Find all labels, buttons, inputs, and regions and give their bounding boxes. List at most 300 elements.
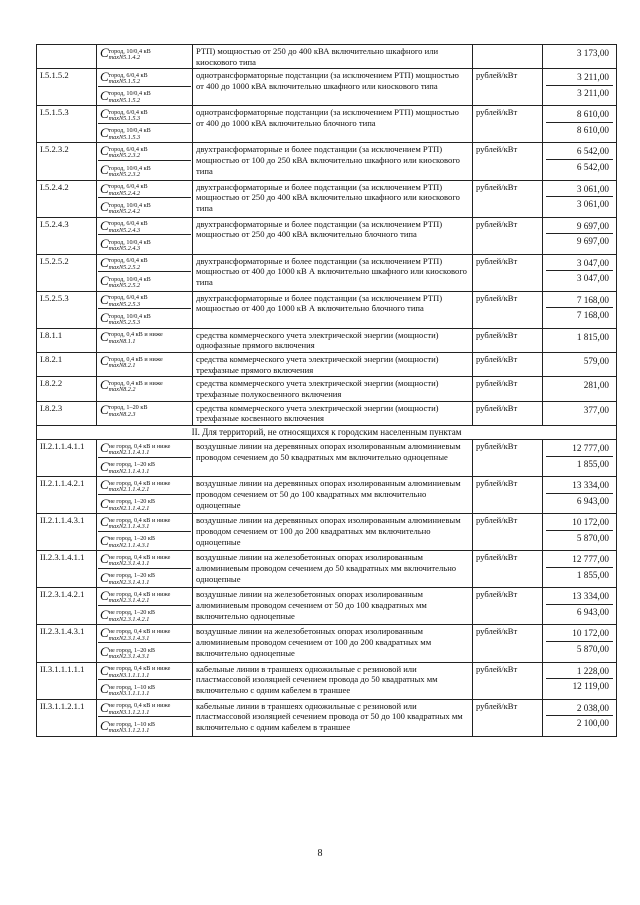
symbol-subscript: maxN8.2.1 [108, 362, 136, 370]
row-unit: рублей/кВт [473, 514, 543, 551]
symbol-subscript: maxN2.3.1.4.1.1 [108, 578, 150, 586]
symbol-superscript: город, 0,4 кВ и ниже [108, 379, 163, 387]
table-row [37, 353, 617, 377]
rate-value: 3 061,00 [546, 196, 613, 211]
symbol-letter: C [100, 569, 109, 585]
symbol-letter: C [100, 477, 109, 493]
row-values [543, 551, 617, 588]
symbol-letter: C [100, 588, 109, 604]
row-code: I.8.2.3 [37, 401, 97, 425]
symbol-superscript: город, 6/0,4 кВ [108, 257, 148, 265]
rate-symbol [98, 642, 191, 661]
row-values [543, 353, 617, 377]
table-row [37, 440, 617, 477]
symbol-letter: C [100, 440, 109, 456]
row-code: I.5.2.4.2 [37, 180, 97, 217]
row-unit: рублей/кВт [473, 353, 543, 377]
rate-symbol [98, 568, 191, 587]
symbol-subscript: maxN5.1.5.2 [108, 78, 141, 86]
symbol-letter: C [100, 699, 109, 715]
row-code: I.5.2.5.2 [37, 254, 97, 291]
rate-value: 579,00 [583, 356, 609, 367]
rate-value: 5 870,00 [546, 530, 613, 545]
row-values [543, 377, 617, 401]
rate-symbol [100, 701, 189, 717]
symbol-subscript: maxN3.1.1.1.1.1 [108, 671, 150, 679]
symbol-superscript: город, 10/0,4 кВ [108, 201, 151, 209]
symbol-superscript: не город, 0,4 кВ и ниже [108, 628, 171, 635]
symbol-subscript: maxN2.1.1.4.1.1 [108, 449, 150, 457]
symbol-superscript: не город, 1–20 кВ [108, 572, 156, 580]
rate-value: 9 697,00 [576, 220, 609, 231]
symbol-superscript: не город, 1–20 кВ [108, 646, 156, 654]
symbol-letter: C [100, 458, 109, 474]
symbol-letter: C [100, 353, 109, 369]
row-description: однотрансформаторные подстанции (за исключением РТП) мощностью от 400 до 1000 кВА включительно шкафного или киоскового типа [193, 69, 473, 106]
symbol-subscript: maxN8.1.1 [108, 337, 136, 345]
rate-symbol [98, 494, 191, 513]
row-code: I.8.1.1 [37, 328, 97, 352]
table-row [37, 291, 617, 328]
rate-symbol-cell [97, 69, 193, 106]
rate-symbol [100, 552, 189, 568]
symbol-subscript: maxN3.1.1.2.1.1 [108, 708, 150, 716]
symbol-superscript: город, 10/0,4 кВ [108, 275, 151, 283]
rate-value: 8 610,00 [546, 122, 613, 137]
symbol-letter: C [100, 273, 109, 289]
symbol-subscript: maxN2.1.1.4.3.1 [108, 541, 150, 549]
row-unit [473, 45, 543, 69]
rate-symbol-cell [97, 625, 193, 662]
rate-value: 6 943,00 [546, 493, 613, 508]
rate-symbol-cell [97, 106, 193, 143]
rate-symbol [98, 86, 191, 105]
row-values [543, 440, 617, 477]
rate-symbol [100, 441, 189, 457]
symbol-letter: C [100, 87, 109, 103]
symbol-subscript: maxN8.2.3 [108, 410, 136, 418]
symbol-letter: C [100, 199, 109, 215]
rate-value: 12 777,00 [572, 443, 609, 454]
row-unit: рублей/кВт [473, 291, 543, 328]
symbol-letter: C [100, 401, 109, 417]
row-unit: рублей/кВт [473, 328, 543, 352]
table-row [37, 477, 617, 514]
symbol-superscript: город, 10/0,4 кВ [108, 127, 151, 135]
symbol-superscript: город, 10/0,4 кВ [108, 90, 151, 98]
row-unit: рублей/кВт [473, 69, 543, 106]
symbol-superscript: город, 0,4 кВ и ниже [108, 355, 163, 363]
symbol-letter: C [100, 644, 109, 659]
table-row [37, 106, 617, 143]
rate-symbol-cell [97, 588, 193, 625]
tariff-table-body [37, 45, 617, 737]
row-code [37, 45, 97, 69]
rate-value: 3 061,00 [576, 183, 609, 194]
symbol-superscript: не город, 0,4 кВ и ниже [108, 516, 171, 524]
row-description: средства коммерческого учета электрической энергии (мощности) трехфазные полукосвенного включения [193, 377, 473, 401]
table-row [37, 180, 617, 217]
symbol-superscript: не город, 1–20 кВ [108, 609, 156, 617]
symbol-superscript: не город, 0,4 кВ и ниже [108, 479, 171, 487]
row-values [543, 514, 617, 551]
symbol-letter: C [100, 495, 109, 511]
row-values [543, 180, 617, 217]
row-values [543, 699, 617, 736]
row-unit: рублей/кВт [473, 254, 543, 291]
row-description: однотрансформаторные подстанции (за исключением РТП) мощностью от 400 до 1000 кВА включительно блочного типа [193, 106, 473, 143]
symbol-letter: C [100, 532, 109, 548]
symbol-subscript: maxN2.3.1.4.2.1 [108, 597, 150, 605]
row-values [543, 217, 617, 254]
rate-value: 13 334,00 [572, 480, 609, 491]
rate-symbol-cell [97, 328, 193, 352]
rate-value: 12 119,00 [546, 678, 613, 693]
page-number: 8 [317, 848, 323, 859]
rate-symbol-cell [97, 477, 193, 514]
symbol-letter: C [100, 180, 109, 196]
rate-symbol [98, 160, 191, 179]
table-row [37, 401, 617, 425]
table-row [37, 625, 617, 662]
rate-value: 6 943,00 [546, 604, 613, 619]
rate-value: 281,00 [583, 380, 609, 391]
row-unit: рублей/кВт [473, 180, 543, 217]
symbol-subscript: maxN5.2.3.2 [108, 171, 141, 178]
rate-value: 5 870,00 [546, 641, 613, 656]
row-values [543, 401, 617, 425]
rate-symbol [98, 197, 191, 216]
rate-value: 3 211,00 [546, 85, 613, 100]
symbol-subscript: maxN5.2.4.3 [108, 226, 141, 234]
symbol-subscript: maxN5.2.5.3 [108, 300, 141, 308]
symbol-letter: C [100, 625, 109, 641]
row-code: I.8.2.1 [37, 353, 97, 377]
symbol-subscript: maxN3.1.1.1.1.1 [108, 690, 150, 698]
rate-symbol [98, 531, 191, 550]
rate-symbol-cell [97, 401, 193, 425]
row-code: I.5.2.5.3 [37, 291, 97, 328]
symbol-superscript: не город, 0,4 кВ и ниже [108, 442, 171, 450]
rate-symbol [100, 354, 189, 370]
rate-symbol-cell [97, 45, 193, 69]
row-code: I.8.2.2 [37, 377, 97, 401]
symbol-subscript: maxN5.2.5.2 [108, 263, 141, 271]
symbol-letter: C [100, 606, 109, 622]
rate-value: 1 855,00 [546, 567, 613, 582]
symbol-superscript: не город, 0,4 кВ и ниже [108, 702, 171, 710]
row-values [543, 45, 617, 69]
rate-symbol [100, 626, 189, 642]
symbol-superscript: не город, 1–10 кВ [108, 720, 156, 728]
rate-value: 6 542,00 [576, 146, 609, 157]
rate-symbol [100, 515, 189, 531]
rate-symbol [100, 256, 189, 272]
row-description: двухтрансформаторные и более подстанции (за исключением РТП) мощностью от 250 до 400 кВА включительно шкафного или киоскового типа [193, 180, 473, 217]
symbol-superscript: город, 0,4 кВ и ниже [108, 331, 163, 339]
row-unit: рублей/кВт [473, 662, 543, 699]
table-row [37, 217, 617, 254]
rate-value: 8 610,00 [576, 109, 609, 120]
symbol-subscript: maxN5.1.4.2 [108, 54, 141, 62]
symbol-superscript: город, 1–20 кВ [108, 404, 148, 412]
row-values [543, 291, 617, 328]
symbol-superscript: город, 6/0,4 кВ [108, 145, 148, 153]
row-code: II.3.1.1.2.1.1 [37, 699, 97, 736]
symbol-subscript: maxN5.2.3.2 [108, 152, 141, 160]
row-description: РТП) мощностью от 250 до 400 кВА включительно шкафного или киоскового типа [193, 45, 473, 69]
symbol-letter: C [100, 45, 109, 60]
rate-value: 7 168,00 [576, 294, 609, 305]
table-row [37, 254, 617, 291]
row-unit: рублей/кВт [473, 401, 543, 425]
rate-symbol [100, 589, 189, 605]
row-values [543, 662, 617, 699]
row-description: воздушные линии на деревянных опорах изолированным алюминиевым проводом сечением от 100 до 200 квадратных мм включительно одноцепные [193, 514, 473, 551]
rate-value: 2 100,00 [546, 715, 613, 730]
rate-value: 6 542,00 [546, 159, 613, 174]
symbol-letter: C [100, 310, 109, 326]
row-unit: рублей/кВт [473, 377, 543, 401]
rate-symbol [100, 219, 189, 235]
row-unit: рублей/кВт [473, 588, 543, 625]
row-unit: рублей/кВт [473, 106, 543, 143]
symbol-superscript: город, 10/0,4 кВ [108, 238, 151, 246]
row-unit: рублей/кВт [473, 143, 543, 180]
table-row [37, 514, 617, 551]
table-row [37, 699, 617, 736]
symbol-superscript: город, 6/0,4 кВ [108, 220, 148, 228]
rate-value: 1 228,00 [576, 665, 609, 676]
table-row [37, 588, 617, 625]
rate-symbol [98, 123, 191, 142]
row-description: двухтрансформаторные и более подстанции (за исключением РТП) мощностью от 250 до 400 кВА включительно блочного типа [193, 217, 473, 254]
rate-symbol [100, 144, 189, 160]
rate-symbol [98, 234, 191, 253]
rate-value: 3 047,00 [546, 270, 613, 285]
row-code: I.5.1.5.3 [37, 106, 97, 143]
table-row [37, 143, 617, 180]
symbol-superscript: город, 10/0,4 кВ [108, 312, 151, 320]
symbol-letter: C [100, 161, 109, 177]
rate-value: 13 334,00 [572, 591, 609, 602]
rate-value: 3 047,00 [576, 257, 609, 268]
rate-symbol [98, 716, 191, 735]
symbol-subscript: maxN2.1.1.4.3.1 [108, 523, 150, 531]
rate-symbol [100, 478, 189, 494]
symbol-superscript: город, 6/0,4 кВ [108, 108, 148, 116]
rate-symbol-cell [97, 551, 193, 588]
symbol-letter: C [100, 551, 109, 567]
rate-symbol [98, 308, 191, 327]
symbol-subscript: maxN5.2.5.3 [108, 319, 141, 327]
symbol-letter: C [100, 236, 109, 252]
rate-symbol [98, 679, 191, 698]
row-unit: рублей/кВт [473, 625, 543, 662]
symbol-letter: C [100, 143, 109, 159]
row-description: воздушные линии на железобетонных опорах изолированным алюминиевым проводом сечением от 50 до 100 квадратных мм включительно одноцепные [193, 588, 473, 625]
table-row [37, 377, 617, 401]
rate-symbol [100, 664, 189, 680]
rate-value: 2 038,00 [576, 702, 609, 713]
row-unit: рублей/кВт [473, 551, 543, 588]
row-unit: рублей/кВт [473, 477, 543, 514]
row-code: II.2.3.1.4.1.1 [37, 551, 97, 588]
symbol-letter: C [100, 254, 109, 270]
row-description: средства коммерческого учета электрической энергии (мощности) однофазные прямого включения [193, 328, 473, 352]
symbol-letter: C [100, 291, 109, 307]
symbol-subscript: maxN2.3.1.4.1.1 [108, 560, 150, 568]
symbol-superscript: не город, 0,4 кВ и ниже [108, 590, 171, 598]
symbol-subscript: maxN2.3.1.4.2.1 [108, 615, 150, 623]
row-code: II.2.3.1.4.3.1 [37, 625, 97, 662]
symbol-superscript: город, 10/0,4 кВ [108, 164, 151, 172]
table-row [37, 551, 617, 588]
symbol-subscript: maxN3.1.1.2.1.1 [108, 727, 150, 735]
symbol-letter: C [100, 514, 109, 530]
row-unit: рублей/кВт [473, 440, 543, 477]
rate-symbol [98, 457, 191, 476]
row-values [543, 588, 617, 625]
symbol-letter: C [100, 328, 109, 344]
row-description: двухтрансформаторные и более подстанции (за исключением РТП) мощностью от 400 до 1000 кВ А включительно блочного типа [193, 291, 473, 328]
rate-value: 1 815,00 [576, 331, 609, 342]
rate-symbol [100, 403, 189, 419]
table-row [37, 662, 617, 699]
row-code: II.2.1.1.4.2.1 [37, 477, 97, 514]
symbol-subscript: maxN2.1.1.4.2.1 [108, 486, 150, 494]
row-description: двухтрансформаторные и более подстанции (за исключением РТП) мощностью от 100 до 250 кВА включительно шкафного или киоскового типа [193, 143, 473, 180]
rate-symbol-cell [97, 217, 193, 254]
row-code: II.2.1.1.4.1.1 [37, 440, 97, 477]
rate-symbol [98, 605, 191, 624]
rate-symbol-cell [97, 377, 193, 401]
symbol-superscript: не город, 1–20 кВ [108, 498, 156, 506]
symbol-letter: C [100, 718, 109, 734]
row-code: I.5.2.3.2 [37, 143, 97, 180]
symbol-letter: C [100, 106, 109, 122]
symbol-subscript: maxN5.2.5.2 [108, 282, 141, 290]
rate-symbol-cell [97, 291, 193, 328]
rate-symbol-cell [97, 254, 193, 291]
rate-value: 7 168,00 [546, 307, 613, 322]
row-description: кабельные линии в траншеях одножильные с резиновой или пластмассовой изоляцией сечением провода до 50 квадратных мм включительно с одним кабелем в траншее [193, 662, 473, 699]
symbol-subscript: maxN2.3.1.4.3.1 [108, 653, 150, 661]
table-row [37, 45, 617, 69]
section-header-row [37, 426, 617, 440]
row-values [543, 254, 617, 291]
rate-symbol [100, 107, 189, 123]
rate-value: 12 777,00 [572, 554, 609, 565]
symbol-letter: C [100, 69, 109, 85]
symbol-letter: C [100, 377, 109, 393]
tariff-table [36, 44, 617, 737]
rate-value: 1 855,00 [546, 456, 613, 471]
row-description: воздушные линии на деревянных опорах изолированным алюминиевым проводом сечением от 50 до 100 квадратных мм включительно одноцепные [193, 477, 473, 514]
rate-symbol-cell [97, 180, 193, 217]
symbol-subscript: maxN8.2.2 [108, 386, 136, 394]
symbol-letter: C [100, 217, 109, 233]
symbol-subscript: maxN5.2.4.3 [108, 245, 141, 253]
rate-symbol-cell [97, 514, 193, 551]
row-values [543, 143, 617, 180]
rate-symbol-cell [97, 662, 193, 699]
symbol-superscript: не город, 0,4 кВ и ниже [108, 665, 171, 673]
rate-symbol-cell [97, 143, 193, 180]
row-code: II.2.3.1.4.2.1 [37, 588, 97, 625]
row-unit: рублей/кВт [473, 217, 543, 254]
rate-value: 10 172,00 [572, 517, 609, 528]
table-row [37, 328, 617, 352]
rate-symbol [100, 46, 189, 62]
rate-symbol [100, 182, 189, 198]
row-code: I.5.2.4.3 [37, 217, 97, 254]
symbol-superscript: город, 10/0,4 кВ [108, 47, 151, 55]
row-description: средства коммерческого учета электрической энергии (мощности) трехфазные прямого включения [193, 353, 473, 377]
symbol-letter: C [100, 662, 109, 678]
symbol-superscript: не город, 0,4 кВ и ниже [108, 553, 171, 561]
symbol-subscript: maxN5.2.4.2 [108, 189, 141, 197]
symbol-letter: C [100, 124, 109, 140]
symbol-superscript: город, 6/0,4 кВ [108, 294, 148, 302]
rate-symbol [98, 271, 191, 290]
symbol-superscript: не город, 1–10 кВ [108, 683, 156, 691]
section-title: II. Для территорий, не относящихся к городским населенным пунктам [37, 426, 617, 440]
rate-symbol [100, 293, 189, 309]
rate-value: 9 697,00 [546, 233, 613, 248]
symbol-subscript: maxN2.1.1.4.2.1 [108, 504, 150, 512]
row-unit: рублей/кВт [473, 699, 543, 736]
symbol-subscript: maxN5.1.5.3 [108, 133, 141, 141]
rate-symbol [100, 378, 189, 394]
row-values [543, 625, 617, 662]
symbol-superscript: город, 6/0,4 кВ [108, 71, 148, 79]
symbol-subscript: maxN5.1.5.3 [108, 115, 141, 123]
symbol-superscript: не город, 1–20 кВ [108, 535, 156, 543]
row-code: II.3.1.1.1.1.1 [37, 662, 97, 699]
rate-symbol [100, 330, 189, 346]
row-description: воздушные линии на железобетонных опорах изолированным алюминиевым проводом сечением от 100 до 200 квадратных мм включительно одноцепные [193, 625, 473, 662]
rate-symbol-cell [97, 699, 193, 736]
row-values [543, 477, 617, 514]
row-values [543, 106, 617, 143]
rate-symbol-cell [97, 440, 193, 477]
rate-symbol-cell [97, 353, 193, 377]
symbol-subscript: maxN2.3.1.4.3.1 [108, 634, 150, 642]
row-description: двухтрансформаторные и более подстанции (за исключением РТП) мощностью от 400 до 1000 кВ А включительно шкафного или киоскового типа [193, 254, 473, 291]
row-values [543, 69, 617, 106]
symbol-superscript: не город, 1–20 кВ [108, 461, 156, 469]
table-row [37, 69, 617, 106]
row-values [543, 328, 617, 352]
symbol-subscript: maxN5.2.4.2 [108, 208, 141, 216]
rate-value: 10 172,00 [572, 628, 609, 639]
rate-value: 3 211,00 [577, 72, 609, 83]
rate-symbol [100, 70, 189, 86]
symbol-letter: C [100, 681, 109, 697]
row-description: средства коммерческого учета электрической энергии (мощности) трехфазные косвенного включения [193, 401, 473, 425]
rate-value: 3 173,00 [576, 48, 609, 58]
row-code: II.2.1.1.4.3.1 [37, 514, 97, 551]
rate-value: 377,00 [583, 404, 609, 415]
symbol-subscript: maxN5.1.5.2 [108, 96, 141, 104]
row-description: воздушные линии на деревянных опорах изолированным алюминиевым проводом сечением до 50 квадратных мм включительно одноцепные [193, 440, 473, 477]
symbol-subscript: maxN2.1.1.4.1.1 [108, 467, 150, 475]
row-code: I.5.1.5.2 [37, 69, 97, 106]
row-description: воздушные линии на железобетонных опорах изолированным алюминиевым проводом сечением до 50 квадратных мм включительно одноцепные [193, 551, 473, 588]
row-description: кабельные линии в траншеях одножильные с резиновой или пластмассовой изоляцией сечением провода от 50 до 100 квадратных мм включительно с одним кабелем в траншее [193, 699, 473, 736]
symbol-superscript: город, 6/0,4 кВ [108, 183, 148, 191]
